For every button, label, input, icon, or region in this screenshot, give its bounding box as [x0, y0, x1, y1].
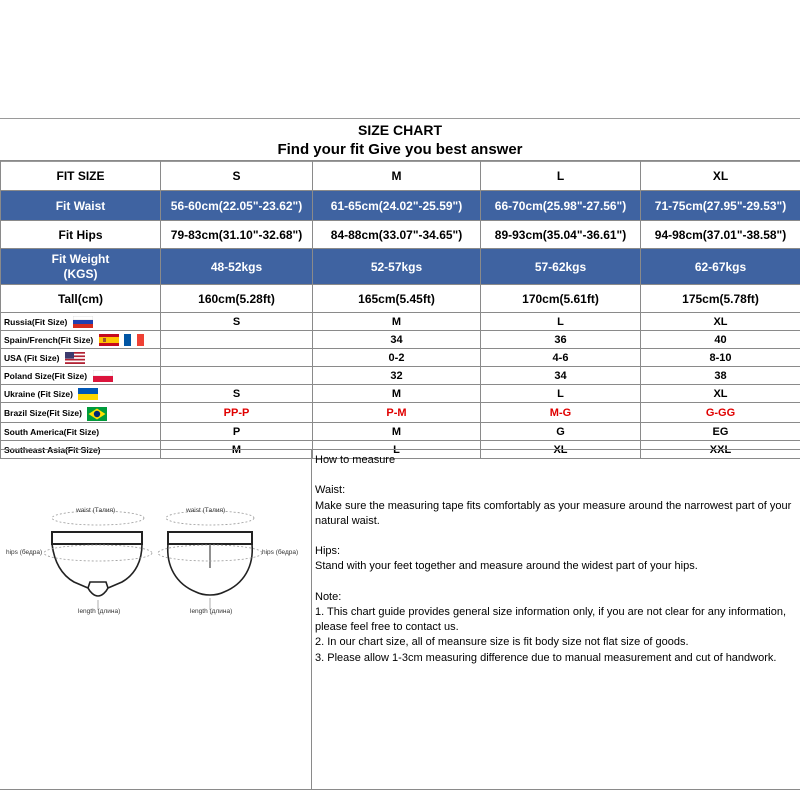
country-label: USA (Fit Size)	[4, 352, 60, 363]
weight-label	[1, 249, 161, 285]
front-length-label: length (длина)	[78, 608, 121, 615]
back-hips-label: hips (бедра)	[262, 549, 299, 556]
country-label: Spain/French(Fit Size)	[4, 334, 94, 345]
country-value: G	[481, 423, 641, 441]
hips-label: Fit Hips	[1, 221, 161, 249]
note-heading: Note:	[315, 590, 342, 603]
russia-flag-icon	[73, 316, 93, 328]
country-row-south-america	[1, 423, 800, 441]
chart-title-box	[0, 118, 800, 162]
waist-cell: 66-70cm(25.98"-27.56")	[481, 191, 641, 221]
country-label: Poland Size(Fit Size)	[4, 370, 88, 381]
country-value: 0-2	[313, 349, 481, 367]
country-value: 4-6	[481, 349, 641, 367]
country-row-poland	[1, 367, 800, 385]
front-waist-label: waist (Талия)	[76, 507, 116, 514]
country-value: S	[161, 313, 313, 331]
how-to-measure-heading: How to measure	[315, 454, 396, 466]
weight-cell: 52-57kgs	[313, 249, 481, 285]
country-value: PP-P	[161, 403, 313, 423]
tall-label: Tall(cm)	[1, 285, 161, 313]
hips-heading: Hips:	[315, 545, 341, 558]
back-length-label: length (длина)	[190, 608, 233, 615]
size-cell: S	[161, 161, 313, 191]
country-row-brazil	[1, 403, 800, 423]
country-label-cell	[1, 367, 161, 385]
country-value: 34	[481, 367, 641, 385]
chart-title: SIZE CHART	[358, 122, 442, 138]
country-label-cell	[1, 403, 161, 423]
waist-cell: 56-60cm(22.05"-23.62")	[161, 191, 313, 221]
country-value: L	[313, 441, 481, 459]
measure-section	[0, 449, 800, 790]
hips-cell: 84-88cm(33.07"-34.65")	[313, 221, 481, 249]
country-value: M	[161, 441, 313, 459]
poland-flag-icon	[93, 370, 113, 382]
country-label: Brazil Size(Fit Size)	[4, 407, 82, 418]
country-label-cell	[1, 331, 161, 349]
back-waist-label: waist (Талия)	[186, 507, 226, 514]
country-value: 34	[313, 331, 481, 349]
country-label-cell	[1, 385, 161, 403]
country-value: XL	[481, 441, 641, 459]
note-1-line2: please feel free to contact us.	[315, 621, 459, 634]
country-label: Russia(Fit Size)	[4, 316, 68, 327]
country-value: M	[313, 313, 481, 331]
country-value: 36	[481, 331, 641, 349]
waist-cell: 71-75cm(27.95"-29.53")	[641, 191, 800, 221]
tall-row	[1, 285, 800, 313]
country-value	[161, 349, 313, 367]
front-hips-label: hips (бедра)	[6, 549, 43, 556]
waist-heading: Waist:	[315, 484, 346, 497]
weight-cell: 48-52kgs	[161, 249, 313, 285]
country-value: M-G	[481, 403, 641, 423]
country-value: G-GG	[641, 403, 800, 423]
usa-flag-icon	[65, 352, 85, 364]
country-row-ukraine	[1, 385, 800, 403]
country-value: 32	[313, 367, 481, 385]
country-label: Southeast Asia(Fit Size)	[4, 444, 101, 455]
measurement-illustration	[0, 450, 311, 789]
waist-cell: 61-65cm(24.02"-25.59")	[313, 191, 481, 221]
hips-row	[1, 221, 800, 249]
blank-line	[315, 575, 800, 590]
tall-cell: 165cm(5.45ft)	[313, 285, 481, 313]
country-value: XL	[641, 313, 800, 331]
measure-notes	[315, 453, 800, 666]
size-header-row	[1, 161, 800, 191]
waist-instruction-line2: natural waist.	[315, 514, 380, 527]
country-value	[161, 367, 313, 385]
country-value: XXL	[641, 441, 800, 459]
fit-size-label: FIT SIZE	[1, 161, 161, 191]
country-row-russia	[1, 313, 800, 331]
size-cell: M	[313, 161, 481, 191]
weight-label-line2: (KGS)	[63, 266, 98, 281]
country-value: 38	[641, 367, 800, 385]
weight-cell: 57-62kgs	[481, 249, 641, 285]
country-row-spain-french	[1, 331, 800, 349]
country-label-cell	[1, 313, 161, 331]
waist-row	[1, 191, 800, 221]
size-cell: L	[481, 161, 641, 191]
waist-instruction-line1: Make sure the measuring tape fits comfortably as your measure around the narrowest part of your	[315, 499, 792, 512]
country-value: M	[313, 385, 481, 403]
country-row-usa	[1, 349, 800, 367]
back-brief-drawing	[158, 511, 262, 610]
country-value: L	[481, 385, 641, 403]
note-3: 3. Please allow 1-3cm measuring difference due to manual measurement and cut of handwork.	[315, 651, 777, 664]
section-divider	[311, 450, 312, 789]
country-value: P-M	[313, 403, 481, 423]
weight-label-line1: Fit Weight	[51, 251, 110, 266]
hips-cell: 79-83cm(31.10"-32.68")	[161, 221, 313, 249]
chart-subtitle: Find your fit Give you best answer	[277, 141, 523, 158]
size-table	[0, 160, 800, 459]
country-value: XL	[641, 385, 800, 403]
note-2: 2. In our chart size, all of meansure size is fit body size not flat size of goods.	[315, 636, 689, 649]
brazil-flag-icon	[87, 407, 107, 419]
hips-instruction: Stand with your feet together and measure around the widest part of your hips.	[315, 560, 698, 573]
ukraine-flag-icon	[78, 388, 98, 400]
country-value: L	[481, 313, 641, 331]
country-value: EG	[641, 423, 800, 441]
country-value: 8-10	[641, 349, 800, 367]
country-label-cell	[1, 349, 161, 367]
country-label: South America(Fit Size)	[4, 426, 100, 437]
weight-row	[1, 249, 800, 285]
country-value	[161, 331, 313, 349]
hips-cell: 89-93cm(35.04"-36.61")	[481, 221, 641, 249]
size-cell: XL	[641, 161, 800, 191]
country-value: 40	[641, 331, 800, 349]
blank-line	[315, 529, 800, 544]
front-brief-drawing	[44, 511, 152, 610]
france-flag-icon	[124, 334, 144, 346]
note-1-line1: 1. This chart guide provides general size information only, if you are not clear for any information,	[315, 605, 787, 618]
country-label-cell	[1, 423, 161, 441]
country-value: M	[313, 423, 481, 441]
weight-cell: 62-67kgs	[641, 249, 800, 285]
blank-line	[315, 468, 800, 483]
tall-cell: 160cm(5.28ft)	[161, 285, 313, 313]
country-label: Ukraine (Fit Size)	[4, 388, 73, 399]
waist-label: Fit Waist	[1, 191, 161, 221]
hips-cell: 94-98cm(37.01"-38.58")	[641, 221, 800, 249]
country-value: P	[161, 423, 313, 441]
tall-cell: 170cm(5.61ft)	[481, 285, 641, 313]
spain-flag-icon	[99, 334, 119, 346]
country-value: S	[161, 385, 313, 403]
tall-cell: 175cm(5.78ft)	[641, 285, 800, 313]
